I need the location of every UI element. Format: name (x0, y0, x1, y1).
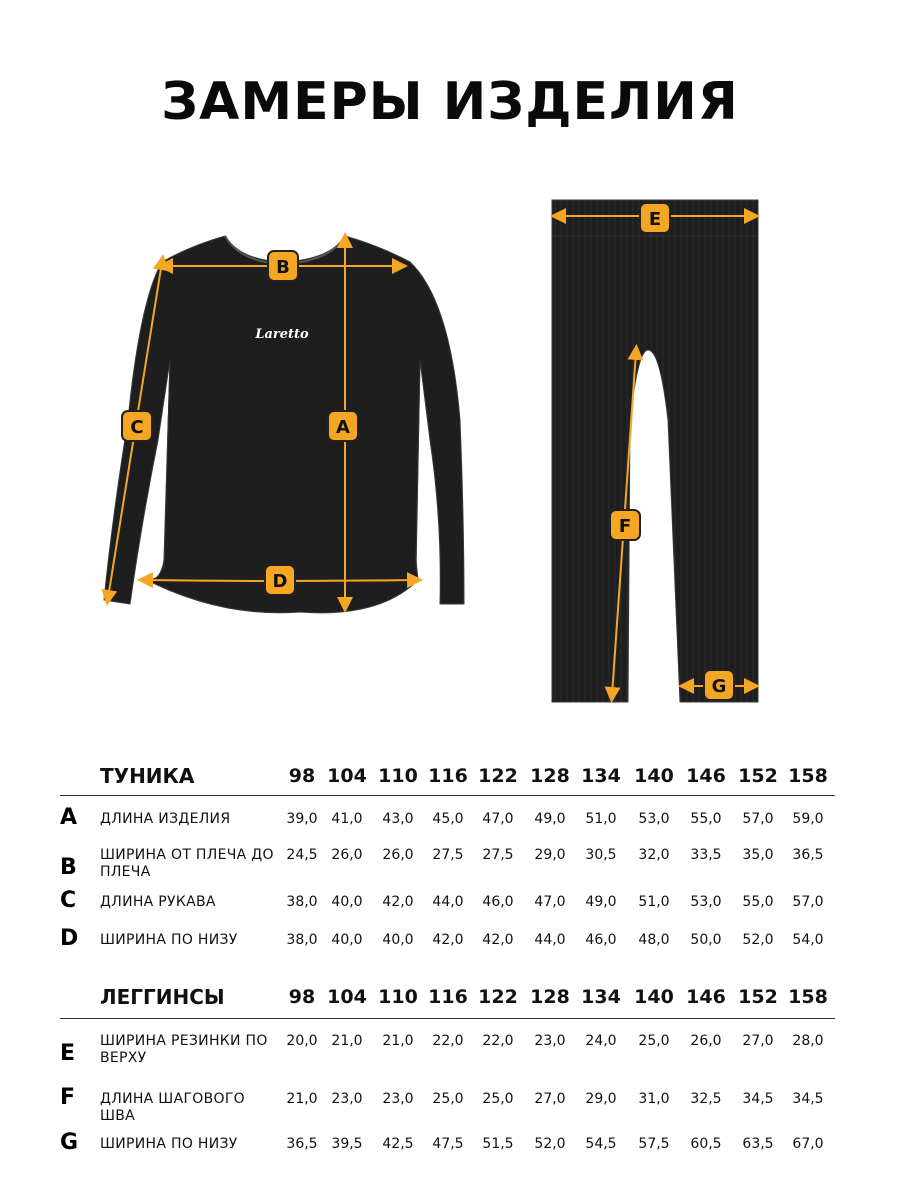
cell-value: 21,0 (286, 1091, 318, 1107)
size-152-header: 152 (738, 986, 778, 1008)
svg-text:D: D (272, 571, 288, 592)
size-152-header: 152 (738, 765, 778, 787)
cell-value: 38,0 (286, 894, 318, 910)
cell-value: 36,5 (792, 847, 824, 863)
cell-value: 27,5 (432, 847, 464, 863)
badge-e (640, 203, 670, 233)
cell-value: 53,0 (690, 894, 722, 910)
cell-value: 51,5 (482, 1136, 514, 1152)
leggings-icon (552, 200, 758, 702)
cell-value: 47,0 (534, 894, 566, 910)
svg-text:A: A (336, 417, 350, 438)
cell-value: 57,0 (742, 811, 774, 827)
cell-value: 51,0 (638, 894, 670, 910)
cell-value: 51,0 (585, 811, 617, 827)
cell-value: 49,0 (585, 894, 617, 910)
cell-value: 42,0 (432, 932, 464, 948)
cell-value: 26,0 (331, 847, 363, 863)
cell-value: 55,0 (742, 894, 774, 910)
row-letter: E (60, 1041, 76, 1066)
size-122-header: 122 (478, 986, 518, 1008)
cell-value: 46,0 (482, 894, 514, 910)
row-letter: A (60, 805, 78, 830)
size-116-header: 116 (428, 765, 468, 787)
cell-value: 34,5 (792, 1091, 824, 1107)
cell-value: 40,0 (382, 932, 414, 948)
cell-value: 39,0 (286, 811, 318, 827)
badge-f (610, 510, 640, 540)
cell-value: 41,0 (331, 811, 363, 827)
cell-value: 35,0 (742, 847, 774, 863)
cell-value: 54,0 (792, 932, 824, 948)
size-104-header: 104 (327, 765, 367, 787)
cell-value: 33,5 (690, 847, 722, 863)
cell-value: 21,0 (331, 1033, 363, 1049)
cell-value: 30,5 (585, 847, 617, 863)
svg-text:B: B (276, 257, 290, 278)
page-title: ЗАМЕРЫ ИЗДЕЛИЯ (161, 72, 739, 132)
cell-value: 44,0 (432, 894, 464, 910)
leggings-header (60, 979, 840, 1015)
svg-text:C: C (130, 417, 144, 438)
size-110-header: 110 (378, 986, 418, 1008)
cell-value: 27,5 (482, 847, 514, 863)
cell-value: 55,0 (690, 811, 722, 827)
cell-value: 22,0 (432, 1033, 464, 1049)
size-140-header: 140 (634, 986, 674, 1008)
size-134-header: 134 (581, 765, 621, 787)
cell-value: 21,0 (382, 1033, 414, 1049)
row-label: ДЛИНА ШАГОВОГО ШВА (100, 1091, 245, 1124)
size-98-header: 98 (288, 986, 316, 1008)
row-letter: D (60, 926, 79, 951)
cell-value: 60,5 (690, 1136, 722, 1152)
cell-value: 23,0 (331, 1091, 363, 1107)
cell-value: 28,0 (792, 1033, 824, 1049)
size-122-header: 122 (478, 765, 518, 787)
divider (60, 1018, 835, 1019)
size-140-header: 140 (634, 765, 674, 787)
cell-value: 40,0 (331, 932, 363, 948)
size-104-header: 104 (327, 986, 367, 1008)
cell-value: 57,5 (638, 1136, 670, 1152)
badge-c (122, 411, 152, 441)
cell-value: 22,0 (482, 1033, 514, 1049)
row-label: ДЛИНА ИЗДЕЛИЯ (100, 811, 231, 827)
row-label: ШИРИНА РЕЗИНКИ ПО ВЕРХУ (100, 1033, 268, 1066)
row-label: ШИРИНА ПО НИЗУ (100, 932, 238, 948)
cell-value: 67,0 (792, 1136, 824, 1152)
cell-value: 42,0 (482, 932, 514, 948)
size-134-header: 134 (581, 986, 621, 1008)
cell-value: 39,5 (331, 1136, 363, 1152)
cell-value: 49,0 (534, 811, 566, 827)
row-letter: C (60, 888, 77, 913)
cell-value: 29,0 (585, 1091, 617, 1107)
cell-value: 23,0 (382, 1091, 414, 1107)
cell-value: 42,5 (382, 1136, 414, 1152)
cell-value: 59,0 (792, 811, 824, 827)
size-128-header: 128 (530, 765, 570, 787)
tunic-title: ТУНИКА (100, 764, 195, 788)
brand-logo: Laretto (255, 327, 309, 342)
cell-value: 23,0 (534, 1033, 566, 1049)
badge-g (704, 670, 734, 700)
size-158-header: 158 (788, 986, 828, 1008)
size-146-header: 146 (686, 986, 726, 1008)
cell-value: 34,5 (742, 1091, 774, 1107)
cell-value: 27,0 (534, 1091, 566, 1107)
cell-value: 53,0 (638, 811, 670, 827)
svg-text:G: G (711, 676, 727, 697)
row-label: ШИРИНА ОТ ПЛЕЧА ДО ПЛЕЧА (100, 847, 274, 880)
cell-value: 26,0 (382, 847, 414, 863)
cell-value: 29,0 (534, 847, 566, 863)
row-letter: B (60, 855, 77, 880)
size-110-header: 110 (378, 765, 418, 787)
cell-value: 25,0 (638, 1033, 670, 1049)
cell-value: 24,5 (286, 847, 318, 863)
cell-value: 25,0 (482, 1091, 514, 1107)
cell-value: 36,5 (286, 1136, 318, 1152)
badge-d (265, 565, 295, 595)
cell-value: 52,0 (742, 932, 774, 948)
cell-value: 38,0 (286, 932, 318, 948)
cell-value: 31,0 (638, 1091, 670, 1107)
size-98-header: 98 (288, 765, 316, 787)
cell-value: 50,0 (690, 932, 722, 948)
cell-value: 46,0 (585, 932, 617, 948)
cell-value: 32,0 (638, 847, 670, 863)
cell-value: 63,5 (742, 1136, 774, 1152)
cell-value: 32,5 (690, 1091, 722, 1107)
row-label: ДЛИНА РУКАВА (100, 894, 216, 910)
svg-text:E: E (648, 209, 662, 230)
cell-value: 44,0 (534, 932, 566, 948)
leggings-title: ЛЕГГИНСЫ (100, 985, 225, 1009)
badge-a (328, 411, 358, 441)
svg-text:F: F (618, 516, 632, 537)
divider (60, 795, 835, 796)
row-letter: G (60, 1130, 79, 1155)
cell-value: 26,0 (690, 1033, 722, 1049)
size-116-header: 116 (428, 986, 468, 1008)
cell-value: 48,0 (638, 932, 670, 948)
badge-b (268, 251, 298, 281)
size-146-header: 146 (686, 765, 726, 787)
cell-value: 27,0 (742, 1033, 774, 1049)
cell-value: 43,0 (382, 811, 414, 827)
cell-value: 47,0 (482, 811, 514, 827)
cell-value: 20,0 (286, 1033, 318, 1049)
cell-value: 25,0 (432, 1091, 464, 1107)
cell-value: 45,0 (432, 811, 464, 827)
cell-value: 40,0 (331, 894, 363, 910)
cell-value: 57,0 (792, 894, 824, 910)
tunic-header (60, 758, 840, 794)
cell-value: 52,0 (534, 1136, 566, 1152)
cell-value: 42,0 (382, 894, 414, 910)
size-158-header: 158 (788, 765, 828, 787)
cell-value: 24,0 (585, 1033, 617, 1049)
cell-value: 54,5 (585, 1136, 617, 1152)
cell-value: 47,5 (432, 1136, 464, 1152)
row-label: ШИРИНА ПО НИЗУ (100, 1136, 238, 1152)
size-128-header: 128 (530, 986, 570, 1008)
row-letter: F (60, 1085, 76, 1110)
